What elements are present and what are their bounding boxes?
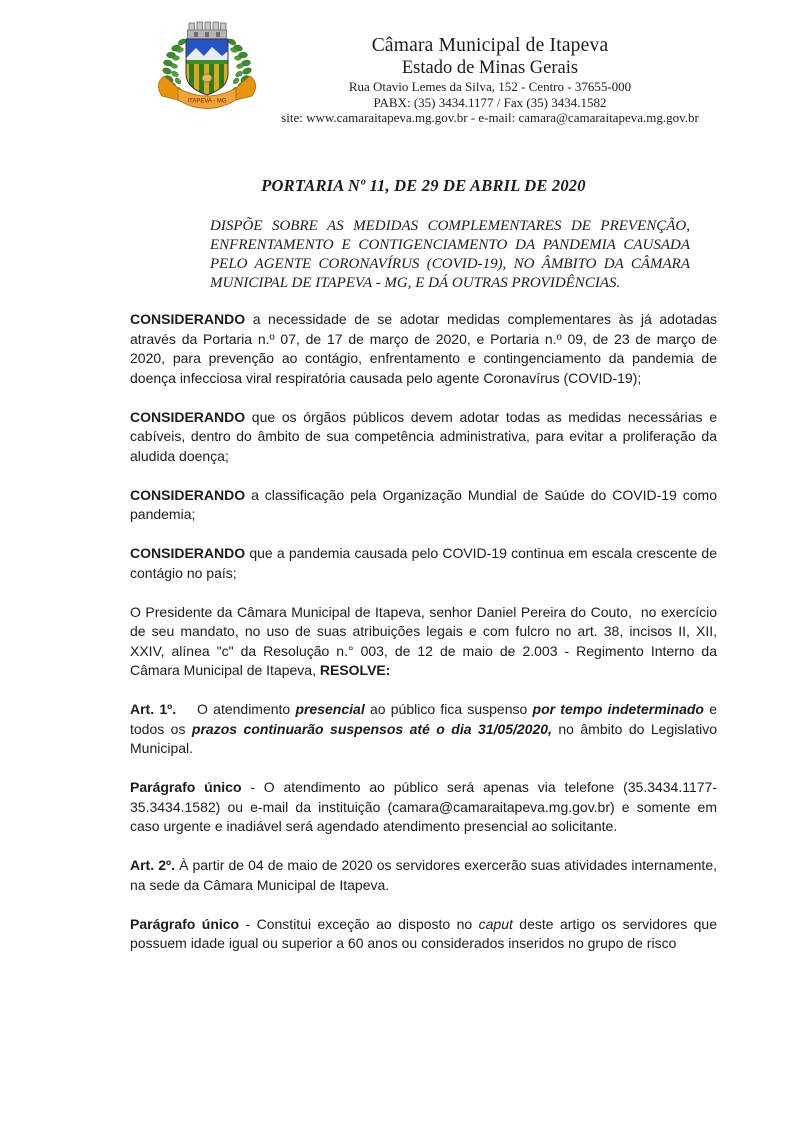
document-title: PORTARIA Nº 11, DE 29 DE ABRIL DE 2020 (261, 176, 586, 195)
text-run: - O atendimento ao público será apenas via telefone (35.3434.1177-35.3434.1582) ou e-mail da instituição (camara@camaraitapeva.mg.gov.br) e somente em caso urgente e inadiável será agendado atendimento presencial ao solicitante. (130, 779, 717, 834)
text-run: Art. 2º. (130, 857, 175, 873)
org-address: Rua Otavio Lemes da Silva, 152 - Centro - 37655-000 (348, 79, 632, 94)
shield (186, 39, 228, 96)
paragraph (130, 310, 717, 388)
org-name: Câmara Municipal de Itapeva (371, 35, 609, 56)
text-run: Parágrafo único (130, 779, 242, 795)
paragraph (130, 856, 717, 895)
text-run: CONSIDERANDO (130, 545, 246, 561)
crest-ribbon-text: ITAPEVA - MG (187, 98, 227, 105)
document-epigraph: DISPÕE SOBRE AS MEDIDAS COMPLEMENTARES DE PREVENÇÃO, ENFRENTAMENTO E CONTIGENCIAMENTO DA PANDEMIA CAUSADA PELO AGENTE CORONAVÍRUS (COVID-19), NO ÂMBITO DA CÂMARA MUNICIPAL DE ITAPEVA - MG, E DÁ OUTRAS PROVIDÊNCIAS. (210, 218, 690, 291)
text-run: À partir de 04 de maio de 2020 os servidores exercerão suas atividades internamente, na sede da Câmara Municipal de Itapeva. (130, 857, 717, 893)
text-run: por tempo indeterminado (532, 701, 704, 717)
paragraph (130, 700, 717, 759)
text-run: ao público fica suspenso (364, 701, 533, 717)
text-run: CONSIDERANDO (130, 311, 246, 327)
text-run: prazos continuarão suspensos até o dia 31/05/2020, (191, 720, 552, 737)
text-run: CONSIDERANDO (130, 486, 246, 503)
document-body (130, 310, 717, 954)
text-run: que a pandemia causada pelo COVID-19 continua em escala crescente de contágio no país; (130, 545, 717, 581)
paragraph (130, 915, 717, 954)
paragraph (130, 778, 717, 837)
letterhead (0, 0, 794, 150)
org-phone: PABX: (35) 3434.1177 / Fax (35) 3434.1582 (373, 94, 607, 110)
paragraph (130, 408, 717, 467)
paragraph (130, 486, 717, 525)
text-run: O atendimento (176, 701, 296, 717)
text-run: - Constitui exceção ao disposto no (239, 915, 479, 932)
org-state: Estado de Minas Gerais (401, 58, 579, 78)
text-run: RESOLVE: (319, 662, 391, 678)
text-run: e todos os (130, 701, 717, 737)
text-run: que os órgãos públicos devem adotar todas as medidas necessárias e cabíveis, dentro do âmbito de sua competência administrativa, para evitar a proliferação da aludida doença; (130, 408, 717, 464)
text-run: Parágrafo único (130, 915, 240, 932)
text-run: Art. 1º. (130, 701, 177, 717)
coat-of-arms-icon (152, 18, 262, 124)
document-content (130, 176, 717, 954)
text-run: no âmbito do Legislativo Municipal. (130, 720, 717, 756)
text-run: a necessidade de se adotar medidas complementares às já adotadas através da Portaria n.º 07, de 17 de março de 2020, e Portaria n.º 09, de 23 de março de 2020, para prevenção ao contágio, enfrentamento e contingenciamento da pandemia de doença infecciosa viral respiratória causada pelo agente Coronavírus (COVID-19); (130, 311, 717, 386)
org-site-email: site: www.camaraitapeva.mg.gov.br - e-mail: camara@camaraitapeva.mg.gov.br (281, 110, 699, 125)
text-run: CONSIDERANDO (130, 408, 246, 425)
text-run: deste artigo os servidores que possuem idade igual ou superior a 60 anos ou considerados inseridos no grupo de risco (130, 915, 717, 951)
text-run: a classificação pela Organização Mundial de Saúde do COVID-19 como pandemia; (130, 486, 717, 522)
letterhead-text (268, 34, 712, 126)
mural-crown (188, 22, 227, 39)
text-run: caput (478, 915, 513, 932)
text-run: presencial (295, 701, 365, 717)
paragraph (130, 603, 717, 681)
text-run: O Presidente da Câmara Municipal de Itapeva, senhor Daniel Pereira do Couto, no exercício de seu mandato, no uso de suas atribuições legais e com fulcro no art. 38, incisos II, XII, XXIV, alínea "c" da Resolução n.° 003, de 12 de maio de 2.003 - Regimento Interno da Câmara Municipal de Itapeva, (130, 603, 717, 678)
paragraph (130, 544, 717, 583)
